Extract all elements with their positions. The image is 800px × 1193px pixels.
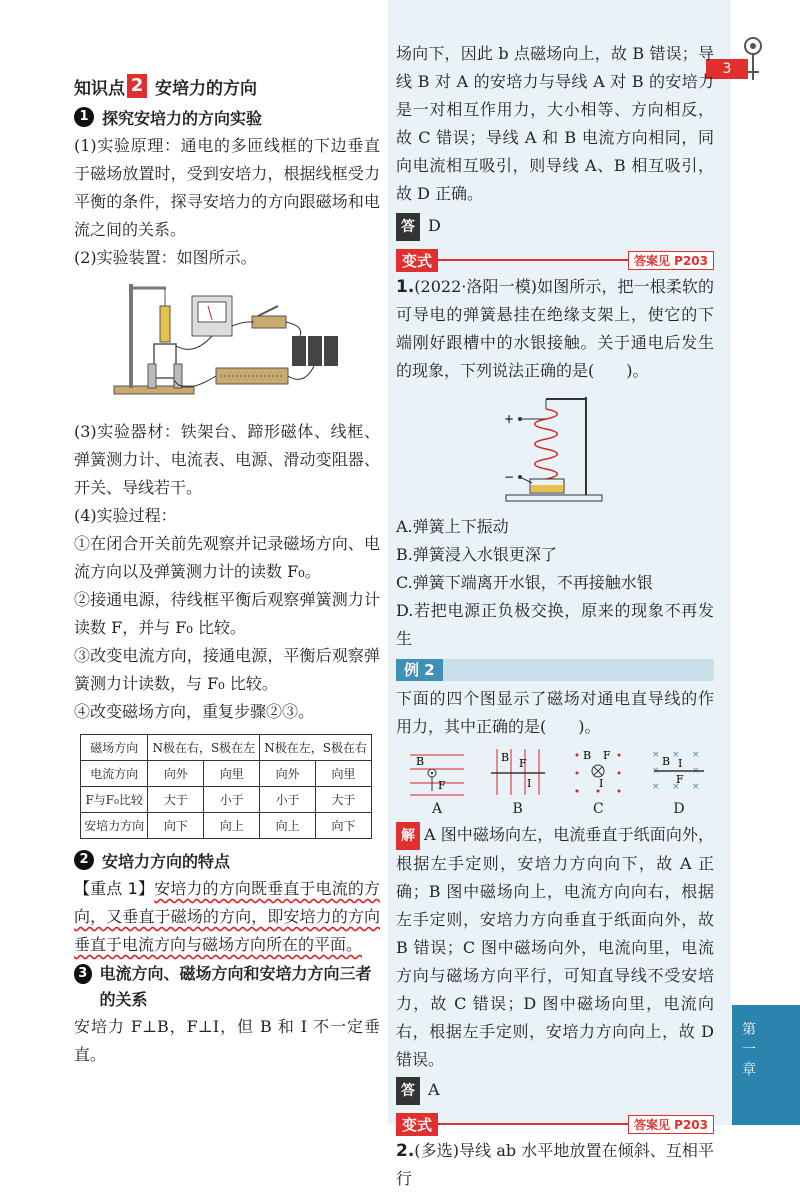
variant-label: 变式: [396, 1113, 438, 1136]
option-a: A.弹簧上下振动: [396, 517, 509, 536]
solution-text: A 图中磁场向左，电流垂直于纸面向外，根据左手定则，安培力方向向下，故 A 正确；B 图中磁场向上，电流方向向右，根据左手定则，安培力方向垂直于纸面向外，故 B 错误；C 图中磁场向外，电流向里，电流方向与磁场方向平行，可知直导线不受安培力，故 C 错误；D 图中磁场向里，电流向右，根据左手定则，安培力方向向上，故 D 错误。: [396, 825, 714, 1069]
svg-text:×: ×: [651, 782, 660, 792]
solution-paragraph: [396, 821, 714, 1074]
table-row: [81, 813, 372, 839]
question-text: (多选)导线 ab 水平地放置在倾斜、互相平行: [396, 1141, 714, 1188]
figure-d: [650, 747, 708, 817]
svg-text:×: ×: [651, 766, 660, 776]
answer-ref: 答案见 P203: [628, 251, 714, 270]
section-2-heading: [74, 845, 380, 875]
svg-text:−: −: [504, 470, 515, 484]
variant-bar-2: [396, 1111, 714, 1137]
variant-bar-1: [396, 247, 714, 273]
section-1-heading: [74, 102, 380, 132]
table-row: [81, 761, 372, 787]
principle-text: (1)实验原理：通电的多匝线框的下边垂直于磁场放置时，受到安培力，根据线框受力平衡的条件，探寻安培力的方向跟磁场和电流之间的关系。: [74, 136, 380, 239]
experiment-apparatus-figure: [74, 276, 374, 406]
table-cell: 大于: [148, 787, 204, 813]
table-cell: 向下: [148, 813, 204, 839]
svg-text:I: I: [599, 777, 604, 790]
key-point-paragraph: [74, 875, 380, 959]
answer-value: A: [428, 1080, 440, 1099]
table-cell: 向外: [148, 761, 204, 787]
question-2: [396, 1137, 714, 1193]
table-cell: N极在右，S极在左: [148, 735, 260, 761]
svg-text:F: F: [518, 757, 527, 770]
materials-text: (3)实验器材：铁架台、蹄形磁体、线框、弹簧测力计、电流表、电源、滑动变阻器、开关、导线若干。: [74, 422, 380, 497]
svg-text:B: B: [416, 755, 425, 768]
apparatus-text: (2)实验装置：如图所示。: [74, 248, 257, 267]
table-cell: F与F₀比较: [81, 787, 148, 813]
key-point-text: 安培力的方向既垂直于电流的方向，又垂直于磁场的方向，即安培力的方向垂直于电流方向与磁场方向所在的平面。: [74, 879, 380, 954]
kp-label: 知识点: [74, 78, 125, 99]
table-cell: 向上: [204, 813, 260, 839]
table-cell: 向下: [316, 813, 372, 839]
section-number: 2: [74, 850, 94, 870]
svg-text:×: ×: [671, 750, 680, 760]
question-number: 2.: [396, 1141, 415, 1161]
field-figures: [408, 747, 708, 817]
field-figure-b: [489, 747, 547, 797]
svg-text:×: ×: [691, 782, 700, 792]
table-row: [81, 787, 372, 813]
table-cell: 安培力方向: [81, 813, 148, 839]
field-figure-a: [408, 747, 466, 797]
table-row: [81, 735, 372, 761]
answer-label: 答: [396, 1077, 420, 1105]
table-cell: 大于: [316, 787, 372, 813]
svg-text:×: ×: [691, 750, 700, 760]
answer-value: D: [428, 216, 441, 235]
field-figure-d: [650, 747, 708, 797]
svg-text:B: B: [500, 751, 509, 764]
procedure-step-1: ①在闭合开关前先观察并记录磁场方向、电流方向以及弹簧测力计的读数 F₀。: [74, 534, 380, 581]
svg-text:+: +: [504, 412, 515, 426]
example-label: 例 2: [396, 659, 443, 681]
table-cell: 电流方向: [81, 761, 148, 787]
figure-label: A: [431, 801, 443, 817]
section-3-heading: [74, 961, 380, 1013]
procedure-label: (4)实验过程：: [74, 506, 177, 525]
field-figure-c: [569, 747, 627, 797]
example-text: 下面的四个图显示了磁场对通电直导线的作用力，其中正确的是( )。: [396, 689, 714, 736]
chapter-label: 第一章: [742, 1022, 756, 1078]
table-cell: 向上: [260, 813, 316, 839]
question-1: [396, 273, 714, 385]
svg-text:B: B: [583, 749, 592, 762]
example-bar: [396, 659, 714, 681]
figure-c: [569, 747, 627, 817]
answer-line-1: [396, 212, 714, 241]
answer-label: 答: [396, 213, 420, 241]
svg-text:I: I: [526, 777, 532, 790]
svg-text:I: I: [677, 757, 683, 770]
right-column: [396, 40, 714, 1193]
svg-text:×: ×: [691, 766, 700, 776]
question-number: 1.: [396, 277, 415, 297]
variant-rule: [438, 259, 628, 261]
option-d: D.若把电源正负极交换，原来的现象不再发生: [396, 601, 714, 648]
left-column: [74, 70, 380, 1069]
table-cell: 小于: [204, 787, 260, 813]
direction-table: [80, 734, 372, 839]
svg-text:×: ×: [671, 782, 680, 792]
option-c: C.弹簧下端离开水银，不再接触水银: [396, 573, 653, 592]
continued-solution-text: 场向下，因此 b 点磁场向上，故 B 错误；导线 B 对 A 的安培力与导线 A 对 B 的安培力是一对相互作用力，大小相等、方向相反，故 C 错误；导线 A 和 B 电流方向相同，同向电流相互吸引，则导线 A、B 相互吸引，故 D 正确。: [396, 44, 714, 203]
table-cell: 向里: [316, 761, 372, 787]
key-point-label: 【重点 1】: [74, 879, 155, 898]
procedure-step-4: ④改变磁场方向，重复步骤②③。: [74, 702, 315, 721]
answer-line-2: [396, 1076, 714, 1105]
svg-text:B: B: [661, 755, 671, 768]
variant-rule: [438, 1123, 628, 1125]
kp-title: 安培力的方向: [155, 78, 257, 99]
spring-mercury-figure: [396, 387, 714, 507]
table-cell: 向里: [204, 761, 260, 787]
svg-text:F: F: [438, 779, 446, 792]
answer-ref: 答案见 P203: [628, 1115, 714, 1134]
section-title: 探究安培力的方向实验: [102, 108, 263, 128]
figure-label: B: [512, 801, 523, 817]
figure-label: D: [673, 801, 685, 817]
section-title: 安培力方向的特点: [102, 851, 231, 871]
svg-text:F: F: [603, 749, 611, 762]
solution-label: 解: [396, 822, 420, 850]
svg-text:×: ×: [651, 750, 660, 760]
relation-text: 安培力 F⊥B，F⊥I，但 B 和 I 不一定垂直。: [74, 1017, 380, 1064]
option-b: B.弹簧浸入水银更深了: [396, 545, 557, 564]
table-cell: 磁场方向: [81, 735, 148, 761]
section-number: 3: [74, 964, 92, 984]
svg-text:F: F: [675, 773, 684, 786]
question-text: (2022·洛阳一模)如图所示，把一根柔软的可导电的弹簧悬挂在绝缘支架上，使它的下端刚好跟槽中的水银接触。关于通电后发生的现象，下列说法正确的是( )。: [396, 277, 714, 380]
figure-label: C: [592, 801, 604, 817]
section-title: 电流方向、磁场方向和安培力方向三者的关系: [99, 964, 372, 1009]
procedure-step-2: ②接通电源，待线框平衡后观察弹簧测力计读数 F，并与 F₀ 比较。: [74, 590, 380, 637]
table-cell: N极在左，S极在右: [260, 735, 372, 761]
knowledge-point-heading: [74, 70, 380, 102]
figure-a: [408, 747, 466, 817]
kp-number: 2: [127, 74, 147, 98]
section-number: 1: [74, 107, 94, 127]
procedure-step-3: ③改变电流方向，接通电源，平衡后观察弹簧测力计读数，与 F₀ 比较。: [74, 646, 380, 693]
table-cell: 向外: [260, 761, 316, 787]
figure-b: [489, 747, 547, 817]
page-number: 3: [706, 59, 748, 79]
table-cell: 小于: [260, 787, 316, 813]
variant-label: 变式: [396, 249, 438, 272]
